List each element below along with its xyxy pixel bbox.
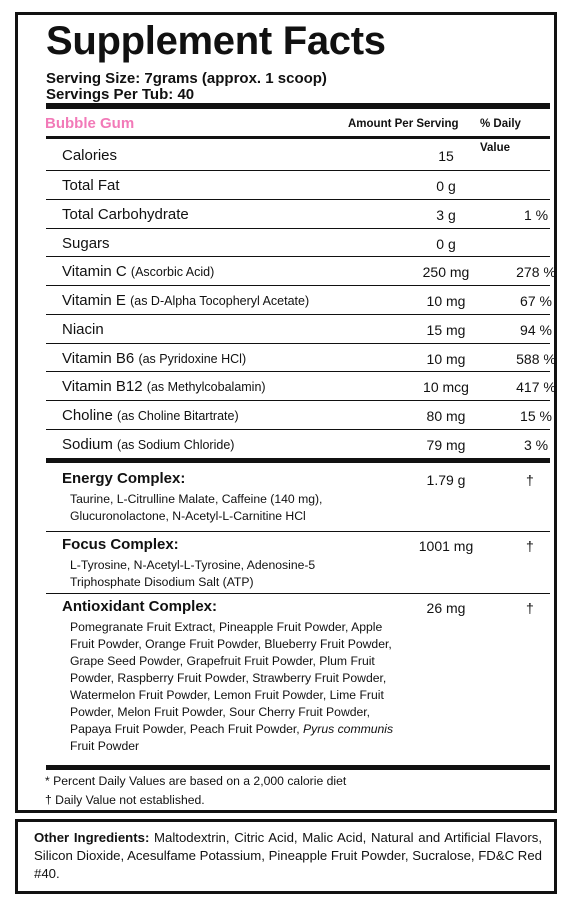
complex-name: Focus Complex: [62,536,179,553]
complex-section [46,466,550,531]
nutrient-row [46,285,550,314]
nutrient-daily-value: 417 % [516,379,556,395]
servings-label: Servings Per Tub: [46,86,174,103]
nutrient-amount: 10 mg [426,351,466,367]
nutrient-name [62,177,120,194]
complex-ingredients [70,491,322,525]
header-divider [46,136,550,139]
nutrient-label: Vitamin B6 [62,350,135,367]
nutrient-daily-value: 1 % [523,207,549,223]
nutrient-amount: 10 mg [426,293,466,309]
nutrient-row [46,199,550,228]
nutrient-daily-value: 67 % [520,293,552,309]
amount-column-header: Amount Per Serving [348,118,459,130]
nutrient-label: Sugars [62,235,110,252]
nutrient-name [62,378,266,395]
nutrient-daily-value: 3 % [523,437,549,453]
ingredient-line [70,738,393,755]
complex-section [46,531,550,593]
nutrient-amount: 15 mg [426,322,466,338]
nutrient-name [62,350,246,367]
ingredient-text: Fruit Powder [70,739,140,753]
ingredient-text: L-Tyrosine, N-Acetyl-L-Tyrosine, Adenosine-5 [70,558,316,572]
nutrient-label: Niacin [62,321,104,338]
nutrient-amount: 79 mg [426,437,466,453]
ingredient-line [70,508,322,525]
nutrient-name [62,147,117,164]
top-divider [46,103,550,109]
ingredient-text: Powder, Raspberry Fruit Powder, Strawberry Fruit Powder, [70,671,387,685]
ingredient-line [70,557,315,574]
nutrient-name [62,436,234,453]
serving-size-value: 7grams (approx. 1 scoop) [144,70,327,87]
ingredient-text: Papaya Fruit Powder, Peach Fruit Powder, [70,722,304,736]
nutrient-name [62,263,214,280]
nutrient-amount: 0 g [436,178,456,194]
supplement-facts-panel [15,12,557,813]
other-ingredients-text [34,829,542,883]
servings-value: 40 [177,86,195,103]
nutrient-label: Vitamin E [62,292,126,309]
nutrient-daily-value: 15 % [520,408,552,424]
complex-name: Antioxidant Complex: [62,598,218,615]
nutrient-amount: 15 [438,148,454,164]
nutrient-row [46,170,550,199]
nutrient-label: Vitamin B12 [62,378,143,395]
complex-daily-value: † [526,472,534,488]
nutrient-row [46,429,550,458]
complex-amount: 1001 mg [418,538,474,554]
nutrient-name [62,206,189,223]
ingredient-text: Glucuronolactone, N-Acetyl-L-Carnitine HCl [70,509,306,523]
ingredient-line [70,491,322,508]
ingredient-text: Grape Seed Powder, Grapefruit Fruit Powder, Plum Fruit [70,654,375,668]
nutrient-amount: 250 mg [422,264,470,280]
panel-title: Supplement Facts [46,19,386,63]
nutrient-amount: 80 mg [426,408,466,424]
ingredient-italic: Pyrus communis [303,722,394,736]
other-ingredients-label: Other Ingredients: [34,830,150,845]
dv-column-header: % Daily Value [480,118,521,154]
serving-size-label: Serving Size: [46,70,141,87]
nutrient-source: (Ascorbic Acid) [130,265,215,279]
nutrient-source: (as Choline Bitartrate) [117,409,239,423]
complex-amount: 26 mg [426,600,466,616]
complex-ingredients [70,619,393,755]
nutrient-label: Sodium [62,436,113,453]
nutrient-name [62,407,239,424]
nutrient-label: Calories [62,147,118,164]
nutrient-name [62,321,104,338]
nutrient-source: (as Pyridoxine HCl) [138,352,247,366]
nutrient-label: Choline [62,407,113,424]
complex-daily-value: † [526,600,534,616]
nutrient-source: (as Methylcobalamin) [146,380,266,394]
nutrient-amount: 10 mcg [423,379,469,395]
nutrient-daily-value: 588 % [516,351,556,367]
ingredient-text: Pomegranate Fruit Extract, Pineapple Fruit Powder, Apple [70,620,383,634]
complex-daily-value: † [526,538,534,554]
footnote-daily-values: * Percent Daily Values are based on a 2,000 calorie diet [45,774,347,788]
ingredient-text: Fruit Powder, Orange Fruit Powder, Blueberry Fruit Powder, [70,637,392,651]
ingredient-text: Powder, Melon Fruit Powder, Sour Cherry Fruit Powder, [70,705,371,719]
nutrient-name [62,235,110,252]
nutrient-row [46,371,556,400]
ingredient-line [70,636,393,653]
nutrient-daily-value: 278 % [516,264,556,280]
ingredient-line [70,619,393,636]
complex-name: Energy Complex: [62,470,186,487]
nutrient-row [46,141,550,170]
ingredient-text: Taurine, L-Citrulline Malate, Caffeine (140 mg), [70,492,323,506]
complex-amount: 1.79 g [426,472,466,488]
bottom-divider [46,765,550,770]
nutrient-name [62,292,309,309]
nutrient-label: Total Fat [62,177,120,194]
nutrient-row [46,400,550,429]
complex-section [46,593,550,763]
nutrient-amount: 3 g [436,207,456,223]
nutrient-daily-value: 94 % [520,322,552,338]
other-ingredients-list: Maltodextrin, Citric Acid, Malic Acid, Natural and Artificial Flavors, Silicon Dioxide, Acesulfame Potassium, Pineapple Fruit Powder, Sucralose, FD&C Red #40. [34,830,542,881]
ingredient-line [70,721,393,738]
other-ingredients-box [15,819,557,894]
nutrient-row [46,256,556,285]
ingredient-line [70,653,393,670]
ingredient-line [70,670,393,687]
nutrient-row [46,343,556,372]
complex-divider [46,458,550,463]
ingredient-line [70,574,315,591]
ingredient-line [70,704,393,721]
ingredient-text: Watermelon Fruit Powder, Lemon Fruit Powder, Lime Fruit [70,688,384,702]
ingredient-line [70,687,393,704]
nutrient-source: (as D-Alpha Tocopheryl Acetate) [130,294,310,308]
flavor-label: Bubble Gum [45,115,135,132]
nutrient-label: Total Carbohydrate [62,206,189,223]
nutrient-source: (as Sodium Chloride) [117,438,235,452]
nutrient-row [46,314,550,343]
nutrient-amount: 0 g [436,236,456,252]
footnote-dagger: † Daily Value not established. [45,793,205,807]
nutrient-row [46,228,550,257]
ingredient-text: Triphosphate Disodium Salt (ATP) [70,575,254,589]
nutrient-label: Vitamin C [62,263,127,280]
complex-ingredients [70,557,315,591]
serving-info [46,71,327,103]
